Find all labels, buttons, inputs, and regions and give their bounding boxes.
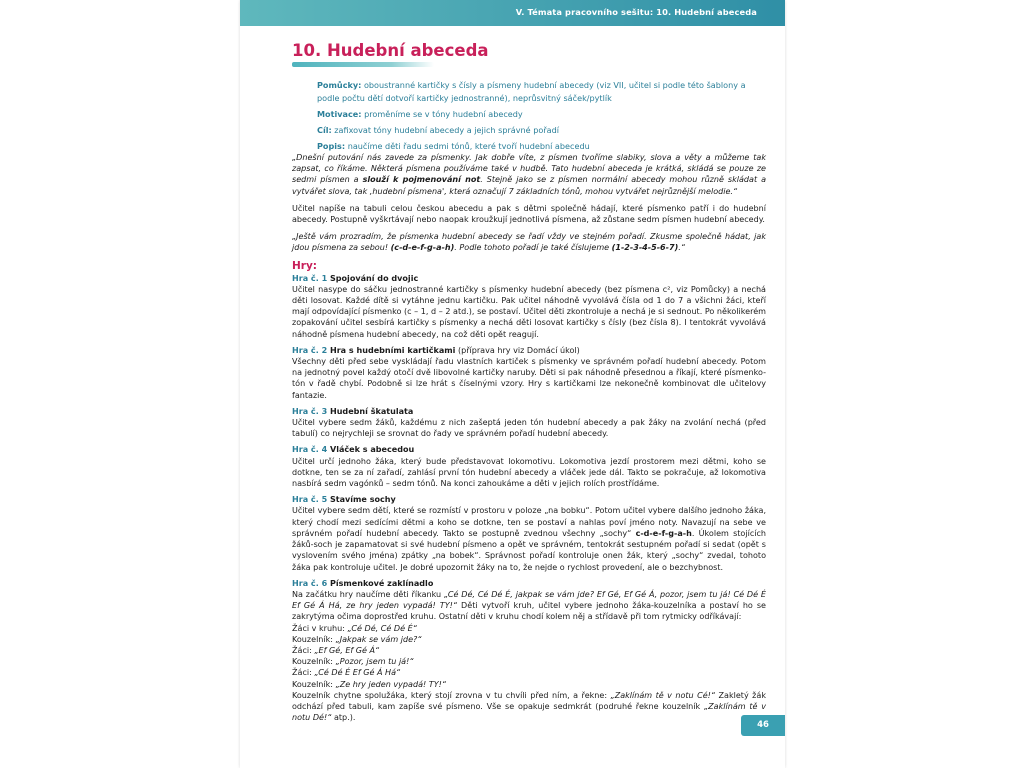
dialog-line bbox=[292, 679, 766, 690]
dialog-line bbox=[292, 634, 766, 645]
pomucky-label: Pomůcky: bbox=[317, 80, 362, 90]
game-3-body: Učitel vybere sedm žáků, každému z nich zašeptá jeden tón hudební abecedy a pak žáky na zvolání nechá (před tabulí) co nejrychleji se srovnat do řady ve správném pořadí hudební abecedy. bbox=[292, 418, 766, 439]
game-6-intro-a: Na začátku hry naučíme děti říkanku bbox=[292, 589, 444, 599]
info-cil bbox=[317, 124, 762, 137]
dialog-speaker: Žáci v kruhu: bbox=[292, 623, 348, 633]
game-4-number: Hra č. 4 bbox=[292, 445, 328, 455]
game-6-intro bbox=[292, 589, 766, 623]
quote1-bold: slouží k pojmenování not bbox=[362, 175, 481, 185]
page-title: 10. Hudební abeceda bbox=[292, 41, 489, 60]
document-page bbox=[240, 0, 785, 768]
game-6-end-c: atp.). bbox=[331, 713, 356, 723]
cil-label: Cíl: bbox=[317, 124, 332, 135]
game-4-heading bbox=[292, 444, 766, 455]
quote2-part-a: „Ještě vám prozradím, že písmenka hudební abecedy se řadí vždy ve stejném pořadí. Zkusme společně hádat, jak jdou písmena za sebou! bbox=[292, 232, 766, 253]
intro-paragraph: Učitel napíše na tabuli celou českou abecedu a pak s dětmi společně hádají, které písmenko patří i do hudební abecedy. Postupně vyškrtávají nebo naopak kroužkují jednotlivá písmena, až zůstane sedm písmen hudební abecedy. bbox=[292, 203, 766, 225]
dialog-line bbox=[292, 623, 766, 634]
dialog-speaker: Žáci: bbox=[292, 645, 315, 655]
game-5-name: Stavíme sochy bbox=[327, 495, 396, 505]
dialog-text: „Jakpak se vám jde?“ bbox=[335, 634, 422, 644]
running-header: V. Témata pracovního sešitu: 10. Hudební abeceda bbox=[515, 7, 757, 17]
game-3-name: Hudební škatulata bbox=[327, 406, 414, 416]
info-box bbox=[317, 79, 762, 156]
game-2-heading bbox=[292, 345, 766, 356]
dialog-speaker: Kouzelník: bbox=[292, 634, 336, 644]
intro-quote-2 bbox=[292, 231, 766, 253]
dialog-line bbox=[292, 656, 766, 667]
game-4-body: Učitel určí jednoho žáka, který bude představovat lokomotivu. Lokomotiva jezdí prostorem mezi dětmi, koho se dotkne, ten se za ní zařadí, zahlásí první tón hudební abecedy a vláček jede dál. Takto se pokračuje, až lokomotiva nasbírá sedm vagónků – sedm tónů. Na konci zahoukáme a děti v jejich rolích prostřídáme. bbox=[292, 456, 766, 489]
title-underline bbox=[292, 62, 434, 67]
quote1-part-a: „Dnešní putování nás zavede za písmenky. Jak dobře víte, z písmen tvoříme slabiky, slova a věty a můžeme tak zapsat, co říkáme. Některá písmena používáme také v hudbě. Tato hudební abeceda je krátká, skládá se pouze ze sedmi písmen a bbox=[292, 153, 766, 185]
dialog-text: „Pozor, jsem tu já!“ bbox=[335, 657, 414, 667]
game-5-body-a: Učitel vybere sedm dětí, které se rozmístí v prostoru v poloze „na bobku“. Potom učitel vybere dalšího jednoho žáka, který chodí mezi sedícími dětmi a koho se dotkne, ten se postaví a nahlas poví jméno noty. Navazují na sebe ve správném pořadí hudební abecedy. Takto se postupně zvednou všechny „sochy“ bbox=[292, 506, 766, 538]
dialog-speaker: Kouzelník: bbox=[292, 679, 336, 689]
popis-text: naučíme děti řadu sedmi tónů, které tvoří hudební abecedu bbox=[345, 140, 590, 151]
games-heading: Hry: bbox=[292, 259, 318, 272]
game-6-intro-b: Děti vytvoří kruh, učitel vybere jednoho žáka-kouzelníka a postaví ho se zakrytýma očima doprostřed kruhu. Ostatní děti v kruhu chodí kolem něj a střídavě při tom rytmicky odříkávají: bbox=[292, 601, 767, 622]
game-2-body: Všechny děti před sebe vyskládají řadu vlastních kartiček s písmenky ve správném pořadí hudební abecedy. Potom na jednotný povel každý otočí dvě libovolné kartičky naruby. Děti si pak náhodně přesednou a říkají, které písmenko-tón v řadě chybí. Podobně si lze hrát s číselnými vzory. Hry s kartičkami lze nekonečně kombinovat dle učitelovy fantazie. bbox=[292, 357, 766, 400]
game-6-name: Písmenkové zaklínadlo bbox=[327, 578, 434, 588]
quote2-bold-letters: (c-d-e-f-g-a-h) bbox=[390, 243, 455, 253]
game-6-end-b: Zakletý žák odchází před tabuli, kam zapíše své písmeno. Vše se opakuje sedmkrát (podruhé řekne kouzelník bbox=[292, 690, 766, 711]
game-5-heading bbox=[292, 494, 766, 505]
game-4-name: Vláček s abecedou bbox=[327, 445, 415, 455]
quote2-part-c: .“ bbox=[678, 243, 685, 253]
quote2-bold-numbers: (1-2-3-4-5-6-7) bbox=[611, 243, 679, 253]
game-6-end-a: Kouzelník chytne spolužáka, který stojí zrovna v tu chvíli před ním, a řekne: bbox=[292, 690, 611, 700]
game-1-name: Spojování do dvojic bbox=[327, 273, 419, 283]
dialog-text: „Cé Dé, Cé Dé É“ bbox=[347, 623, 417, 633]
dialog-line bbox=[292, 667, 766, 678]
info-popis bbox=[317, 140, 762, 153]
game-3-number: Hra č. 3 bbox=[292, 406, 328, 416]
game-5-body-b: . Úkolem stojících žáků-soch je zapamatovat si své hudební písmeno a opět ve správném, tentokrát sestupném pořadí si sedat (opět s vyslovením svého jména) zpátky „na bobek“. Správnost pořadí kontroluje onen žák, který „sochy“ zvedal, tohoto žáka pak kontroluje učitel. Je dobré upozornit žáky na to, že nejde o rychlost provedení, ale o bezchybnost. bbox=[292, 528, 767, 572]
dialog-line bbox=[292, 645, 766, 656]
dialog-text: „Cé Dé É Ef Gé Á Há“ bbox=[314, 668, 401, 678]
game-2-extra: (příprava hry viz Domácí úkol) bbox=[455, 345, 580, 355]
game-6-rhyme: „Cé Dé, Cé Dé É, jakpak se vám jde? Ef Gé, Ef Gé Á, pozor, jsem tu já! Cé Dé É Ef Gé Á Há, ze hry jeden vypadá! TY!“ bbox=[292, 589, 766, 611]
quote2-part-b: . Podle tohoto pořadí je také číslujeme bbox=[454, 243, 612, 253]
popis-label: Popis: bbox=[317, 140, 346, 151]
game-6-heading bbox=[292, 578, 766, 589]
game-1-number: Hra č. 1 bbox=[292, 273, 328, 283]
dialog-text: „Ze hry jeden vypadá! TY!“ bbox=[335, 679, 447, 689]
dialog-speaker: Žáci: bbox=[292, 668, 315, 678]
game-6-spell-1: „Zaklínám tě v notu Cé!“ bbox=[610, 690, 716, 700]
dialog-speaker: Kouzelník: bbox=[292, 657, 336, 667]
game-5-body-bold: c-d-e-f-g-a-h bbox=[635, 528, 692, 538]
main-content bbox=[292, 152, 766, 723]
game-6-spell-2: „Zaklínám tě v notu Dé!“ bbox=[292, 701, 767, 723]
quote1-part-b: . Stejně jako se z písmen normální abecedy mohou různě skládat a vytvářet slova, tak ‚hudební písmena', která označují 7 základních tónů, mohou vytvářet nejrůznější melodie.“ bbox=[292, 175, 767, 196]
dialog-text: „Ef Gé, Ef Gé Á“ bbox=[314, 645, 380, 655]
pomucky-text: oboustranné kartičky s čísly a písmeny hudební abecedy (viz VII, učitel si podle této šablony a podle počtu dětí dotvoří kartičky jednostranné), neprůsvitný sáček/pytlík bbox=[317, 80, 746, 103]
cil-text: zafixovat tóny hudební abecedy a jejich správné pořadí bbox=[331, 124, 559, 135]
game-6-dialog bbox=[292, 623, 766, 690]
info-motivace bbox=[317, 108, 762, 121]
game-3-heading bbox=[292, 406, 766, 417]
game-6-ending bbox=[292, 690, 766, 724]
game-1-heading bbox=[292, 273, 766, 284]
page-number: 46 bbox=[741, 715, 785, 736]
game-5-number: Hra č. 5 bbox=[292, 495, 328, 505]
motivace-label: Motivace: bbox=[317, 108, 362, 119]
game-2-name: Hra s hudebními kartičkami bbox=[327, 345, 456, 355]
game-5-body bbox=[292, 505, 766, 572]
game-2-number: Hra č. 2 bbox=[292, 345, 328, 355]
game-1-body: Učitel nasype do sáčku jednostranné kartičky s písmenky hudební abecedy (bez písmena c², viz Pomůcky) a nechá děti losovat. Každé dítě si vytáhne jednu kartičku. Pak učitel náhodně vyvolává čísla od 1 do 7 a všichni žáci, kteří mají odpovídající písmenko (c – 1, d – 2 atd.), se postaví. Učitel děti zkontroluje a nechá je si sednout. Po několikerém zopakování učitel sesbírá kartičky s písmenky a nechá děti losovat kartičky s čísly (bez čísla 8). I tentokrát vyvolává náhodně písmena hudební abecedy, na což děti opět reagují. bbox=[292, 284, 766, 339]
info-pomucky bbox=[317, 79, 762, 104]
motivace-text: proměníme se v tóny hudební abecedy bbox=[361, 108, 523, 119]
intro-quote-1 bbox=[292, 152, 766, 197]
game-6-number: Hra č. 6 bbox=[292, 578, 328, 588]
header-band bbox=[240, 0, 785, 26]
